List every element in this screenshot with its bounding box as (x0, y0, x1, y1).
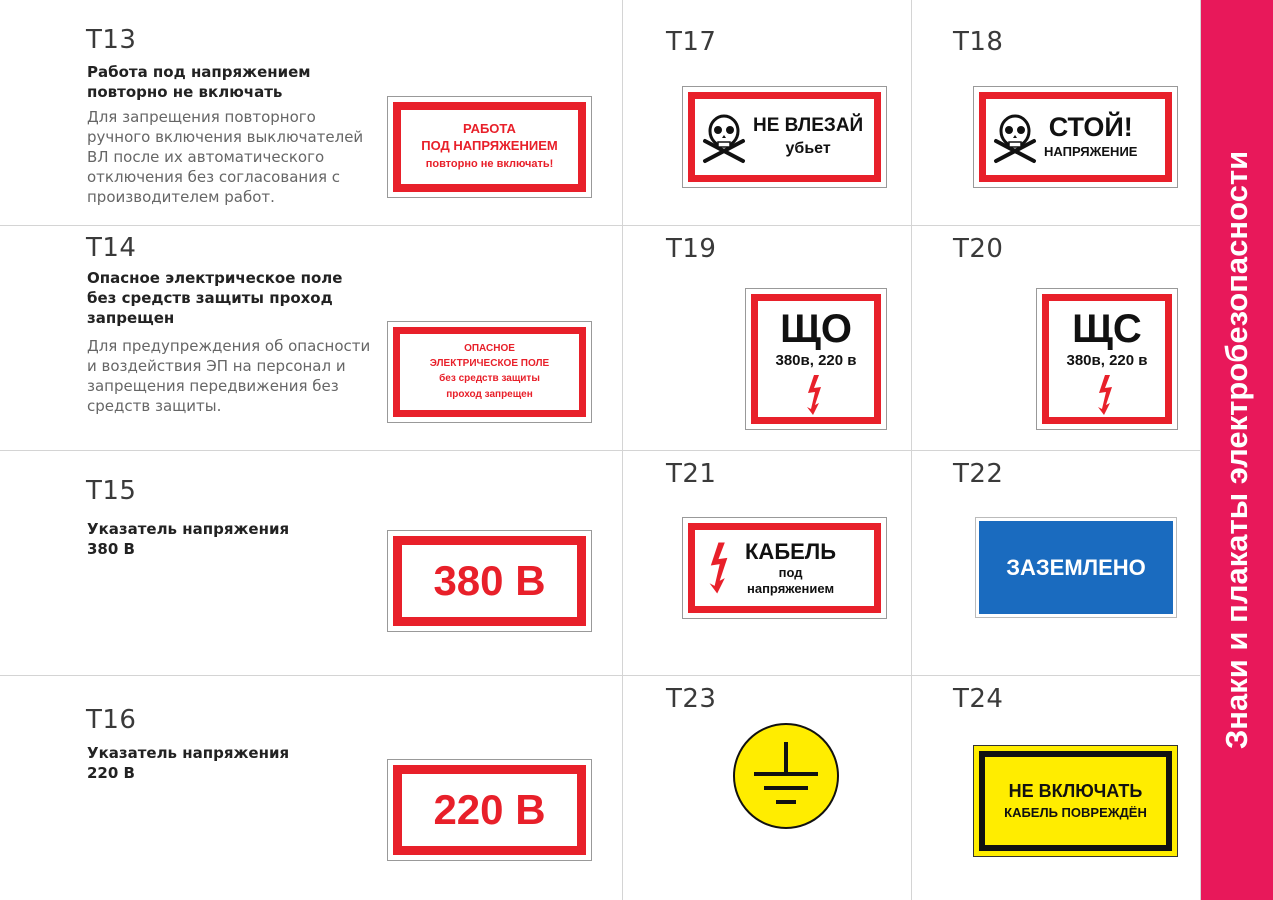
sign-line: КАБЕЛЬ (745, 539, 837, 564)
sign-t15 (387, 530, 592, 632)
lightning-bolt-icon (805, 375, 827, 415)
sign-t24 (973, 745, 1178, 857)
item-code: Т20 (953, 234, 1004, 264)
sign-t19 (745, 288, 887, 430)
item-code: Т19 (666, 234, 717, 264)
sign-line: ПОД НАПРЯЖЕНИЕМ (421, 138, 558, 153)
item-code: Т18 (953, 27, 1004, 57)
sign-line: ОПАСНОЕ (464, 343, 515, 354)
sign-t14 (387, 321, 592, 423)
sign-line: под (778, 565, 803, 580)
item-code: Т24 (953, 684, 1004, 714)
item-title: Указатель напряжения 380 В (87, 520, 290, 558)
sign-line: без средств защиты (439, 373, 540, 384)
sign-line: КАБЕЛЬ ПОВРЕЖДЁН (1004, 805, 1147, 820)
sign-text: 220 В (433, 786, 546, 833)
sign-line: ЩС (1072, 307, 1142, 351)
sign-t17 (682, 86, 887, 188)
sign-line: проход запрещен (446, 389, 533, 400)
item-code: Т23 (666, 684, 717, 714)
sign-t18 (973, 86, 1178, 188)
skull-crossbones-icon (992, 109, 1038, 165)
sign-t20 (1036, 288, 1178, 430)
lightning-bolt-icon (1096, 375, 1118, 415)
item-code: Т13 (86, 25, 137, 55)
sign-line: ЩО (780, 307, 852, 351)
sign-line: НЕ ВКЛЮЧАТЬ (1008, 781, 1143, 801)
sign-t22 (975, 517, 1177, 618)
skull-crossbones-icon (701, 109, 747, 165)
item-code: Т17 (666, 27, 717, 57)
sign-t21 (682, 517, 887, 619)
item-code: Т22 (953, 459, 1004, 489)
sign-t13 (387, 96, 592, 198)
sign-line: 380в, 220 в (1066, 352, 1148, 369)
item-title: Указатель напряжения 220 В (87, 744, 290, 782)
sign-text: 380 В (433, 557, 546, 604)
sign-line: ЭЛЕКТРИЧЕСКОЕ ПОЛЕ (429, 358, 550, 369)
item-code: Т14 (86, 233, 137, 263)
item-title: Опасное электрическое поле без средств защиты проход запрещен (87, 269, 343, 327)
item-code: Т15 (86, 476, 137, 506)
sign-line: РАБОТА (463, 121, 516, 136)
item-description: Для запрещения повторного ручного включения выключателей ВЛ после их автоматического отключения без согласования с производителем работ. (87, 108, 364, 206)
sign-text: ЗАЗЕМЛЕНО (1006, 554, 1146, 580)
sign-line: повторно не включать! (425, 158, 554, 170)
lightning-bolt-icon (707, 535, 735, 601)
item-code: Т21 (666, 459, 717, 489)
item-code: Т16 (86, 705, 137, 735)
sidebar-band (1201, 0, 1273, 900)
sign-line: 380в, 220 в (775, 352, 857, 369)
sign-t16 (387, 759, 592, 861)
item-description: Для предупреждения об опасности и воздействия ЭП на персонал и запрещения передвижения без средств защиты. (87, 337, 371, 415)
sign-line: НЕ ВЛЕЗАЙ (753, 115, 864, 136)
sign-line: НАПРЯЖЕНИЕ (1044, 144, 1138, 159)
sidebar-title: Знаки и плакаты электробезопасности (1219, 150, 1254, 750)
item-title: Работа под напряжением повторно не включать (87, 63, 311, 101)
ground-symbol-icon (732, 722, 840, 830)
sign-line: СТОЙ! (1048, 112, 1133, 142)
sign-line: убьет (785, 140, 831, 157)
sign-line: напряжением (746, 581, 835, 596)
